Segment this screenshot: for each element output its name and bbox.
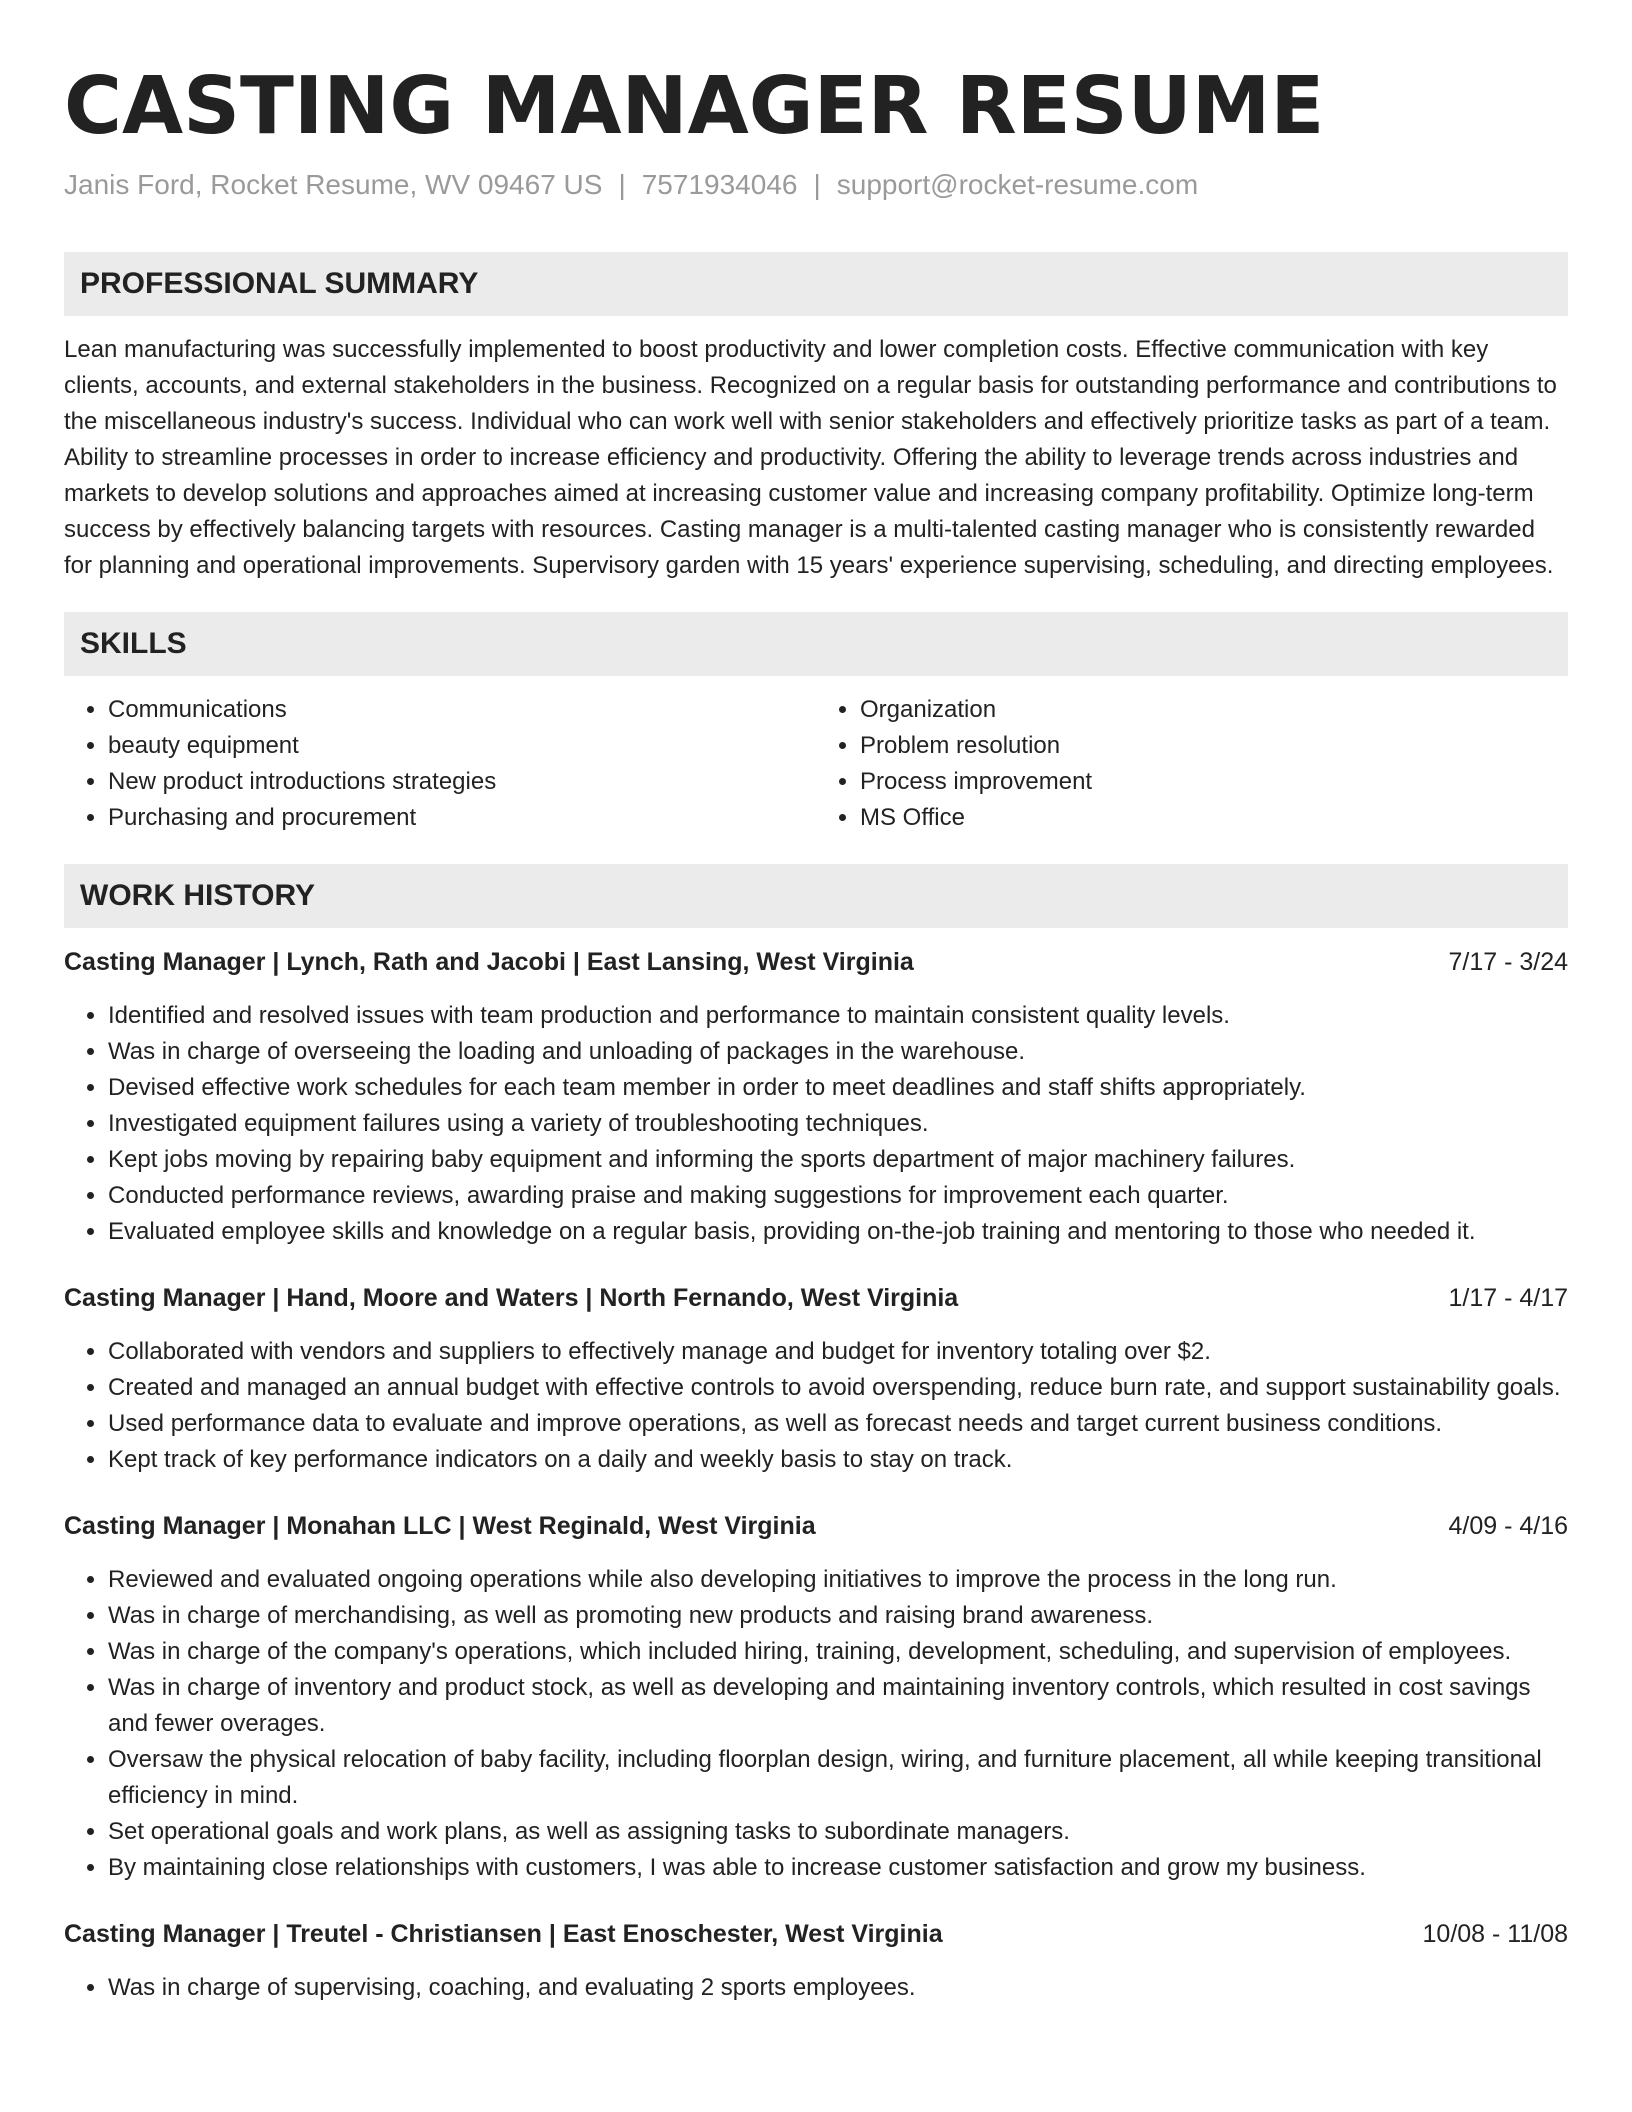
contact-separator: | bbox=[813, 169, 821, 200]
contact-phone: 7571934046 bbox=[641, 169, 798, 200]
skills-section-header: SKILLS bbox=[64, 612, 1568, 676]
contact-address: Janis Ford, Rocket Resume, WV 09467 US bbox=[64, 169, 603, 200]
page-title: CASTING MANAGER RESUME bbox=[64, 60, 1325, 152]
job-dates: 1/17 - 4/17 bbox=[1448, 1284, 1568, 1312]
job-bullet: • Oversaw the physical relocation of baby facility, including floorplan design, wiring, and furniture placement, all while keeping transitional efficiency in mind. bbox=[108, 1742, 1568, 1814]
skill-item: • Communications bbox=[108, 692, 816, 728]
job-bullet: • Was in charge of overseeing the loading and unloading of packages in the warehouse. bbox=[108, 1034, 1568, 1070]
job-title: Casting Manager | Monahan LLC | West Reginald, West Virginia bbox=[64, 1512, 816, 1540]
skill-item: • Organization bbox=[860, 692, 1568, 728]
job-header bbox=[64, 1280, 1568, 1316]
job-bullet: • Set operational goals and work plans, as well as assigning tasks to subordinate managers. bbox=[108, 1814, 1568, 1850]
job-title: Casting Manager | Lynch, Rath and Jacobi | East Lansing, West Virginia bbox=[64, 948, 914, 976]
job-entry bbox=[64, 1508, 1568, 1886]
skill-item: • Purchasing and procurement bbox=[108, 800, 816, 836]
job-entry bbox=[64, 1916, 1568, 2006]
job-bullet: • Evaluated employee skills and knowledge on a regular basis, providing on-the-job training and mentoring to those who needed it. bbox=[108, 1214, 1568, 1250]
skill-item: • Problem resolution bbox=[860, 728, 1568, 764]
job-dates: 10/08 - 11/08 bbox=[1422, 1920, 1568, 1948]
job-header bbox=[64, 944, 1568, 980]
job-bullet: • Conducted performance reviews, awarding praise and making suggestions for improvement each quarter. bbox=[108, 1178, 1568, 1214]
job-bullet: • Identified and resolved issues with team production and performance to maintain consistent quality levels. bbox=[108, 998, 1568, 1034]
job-bullet: • Was in charge of supervising, coaching, and evaluating 2 sports employees. bbox=[108, 1970, 1568, 2006]
contact-separator: | bbox=[618, 169, 626, 200]
job-header bbox=[64, 1508, 1568, 1544]
job-title: Casting Manager | Treutel - Christiansen | East Enoschester, West Virginia bbox=[64, 1920, 943, 1948]
job-bullet: • Was in charge of the company's operations, which included hiring, training, development, scheduling, and supervision of employees. bbox=[108, 1634, 1568, 1670]
job-bullets bbox=[64, 1562, 1568, 1886]
job-entry bbox=[64, 1280, 1568, 1478]
job-bullet: • By maintaining close relationships with customers, I was able to increase customer satisfaction and grow my business. bbox=[108, 1850, 1568, 1886]
skill-item: • MS Office bbox=[860, 800, 1568, 836]
skill-item: • New product introductions strategies bbox=[108, 764, 816, 800]
job-title: Casting Manager | Hand, Moore and Waters | North Fernando, West Virginia bbox=[64, 1284, 959, 1312]
summary-section-header: PROFESSIONAL SUMMARY bbox=[64, 252, 1568, 316]
job-entry bbox=[64, 944, 1568, 1250]
job-dates: 4/09 - 4/16 bbox=[1448, 1512, 1568, 1540]
job-bullet: • Devised effective work schedules for each team member in order to meet deadlines and staff shifts appropriately. bbox=[108, 1070, 1568, 1106]
job-bullet: • Kept jobs moving by repairing baby equipment and informing the sports department of major machinery failures. bbox=[108, 1142, 1568, 1178]
skills-list bbox=[64, 692, 1568, 836]
contact-email: support@rocket-resume.com bbox=[836, 169, 1199, 200]
job-bullets bbox=[64, 1970, 1568, 2006]
job-bullet: • Kept track of key performance indicators on a daily and weekly basis to stay on track. bbox=[108, 1442, 1568, 1478]
skills-column-left bbox=[64, 692, 816, 836]
job-bullets bbox=[64, 998, 1568, 1250]
job-bullet: • Investigated equipment failures using a variety of troubleshooting techniques. bbox=[108, 1106, 1568, 1142]
work-history-section-header: WORK HISTORY bbox=[64, 864, 1568, 928]
job-bullet: • Was in charge of merchandising, as well as promoting new products and raising brand awareness. bbox=[108, 1598, 1568, 1634]
job-bullet: • Created and managed an annual budget with effective controls to avoid overspending, reduce burn rate, and support sustainability goals. bbox=[108, 1370, 1568, 1406]
skill-item: • Process improvement bbox=[860, 764, 1568, 800]
job-header bbox=[64, 1916, 1568, 1952]
job-bullets bbox=[64, 1334, 1568, 1478]
skills-column-right bbox=[816, 692, 1568, 836]
job-bullet: • Reviewed and evaluated ongoing operations while also developing initiatives to improve the process in the long run. bbox=[108, 1562, 1568, 1598]
job-bullet: • Collaborated with vendors and suppliers to effectively manage and budget for inventory totaling over $2. bbox=[108, 1334, 1568, 1370]
summary-text: Lean manufacturing was successfully implemented to boost productivity and lower completion costs. Effective communication with key clients, accounts, and external stakeholders in the business. Recognized on a regular basis for outstanding performance and contributions to the miscellaneous industry's success. Individual who can work well with senior stakeholders and effectively prioritize tasks as part of a team. Ability to streamline processes in order to increase efficiency and productivity. Offering the ability to leverage trends across industries and markets to develop solutions and approaches aimed at increasing customer value and increasing company profitability. Optimize long-term success by effectively balancing targets with resources. Casting manager is a multi-talented casting manager who is consistently rewarded for planning and operational improvements. Supervisory garden with 15 years' experience supervising, scheduling, and directing employees. bbox=[64, 336, 1557, 579]
job-bullet: • Used performance data to evaluate and improve operations, as well as forecast needs and target current business conditions. bbox=[108, 1406, 1568, 1442]
contact-line bbox=[64, 168, 1568, 202]
skill-item: • beauty equipment bbox=[108, 728, 816, 764]
job-dates: 7/17 - 3/24 bbox=[1448, 948, 1568, 976]
job-bullet: • Was in charge of inventory and product stock, as well as developing and maintaining inventory controls, which resulted in cost savings and fewer overages. bbox=[108, 1670, 1568, 1742]
